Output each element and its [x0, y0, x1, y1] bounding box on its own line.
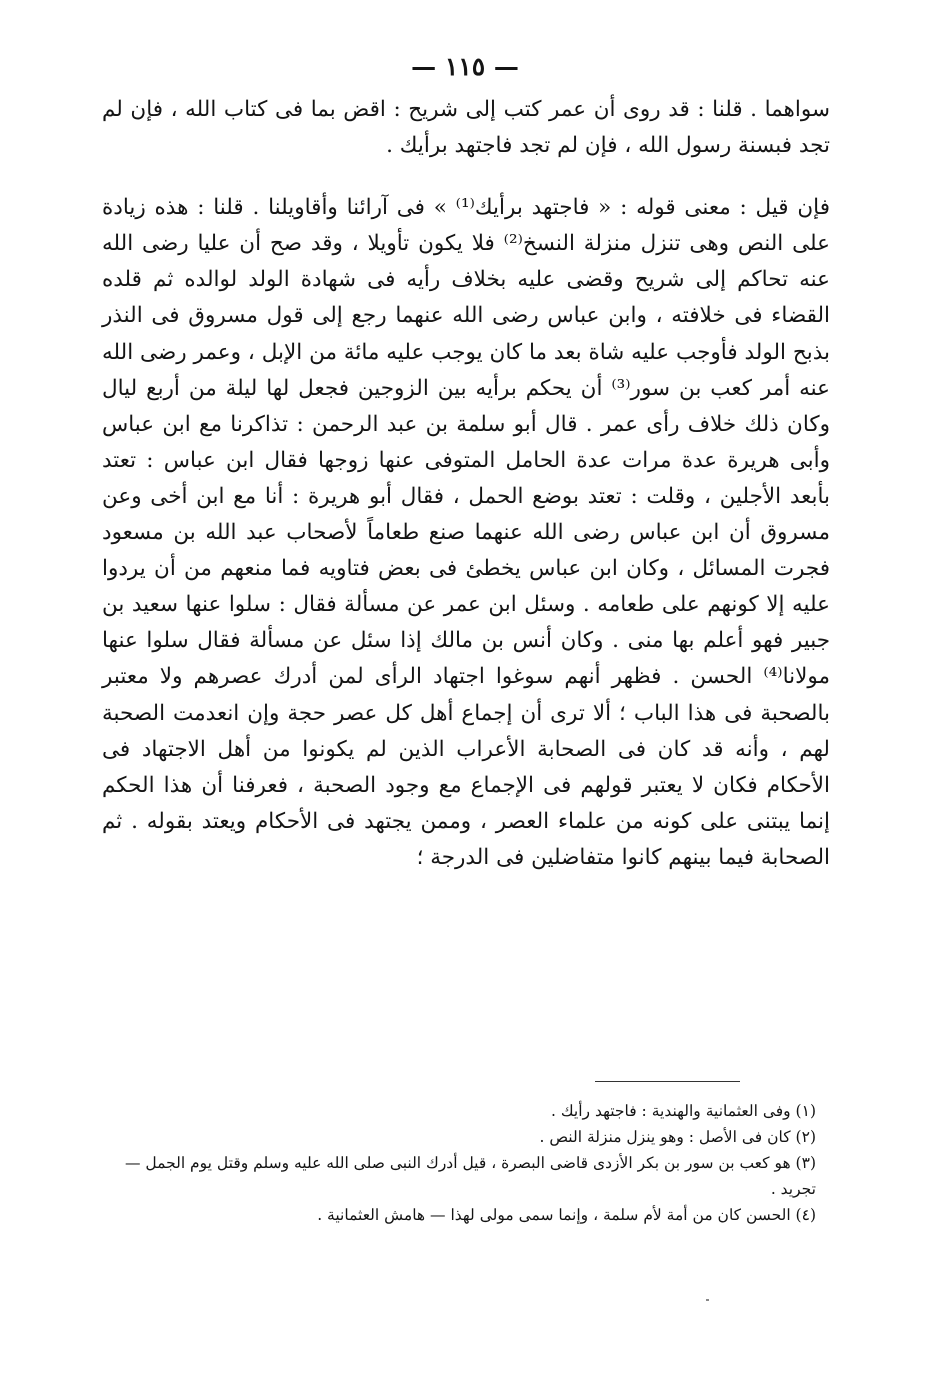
- footnote: (١) وفى العثمانية والهندية : فاجتهد رأيك .: [551, 1102, 816, 1120]
- main-text: [102, 92, 830, 876]
- footnote: (٤) الحسن كان من أمة لأم سلمة ، وإنما سمى مولى لهذا — هامش العثمانية .: [317, 1206, 816, 1224]
- footnotes: [100, 1098, 830, 1228]
- paragraph: سواهما . قلنا : قد روى أن عمر كتب إلى شريح : اقض بما فى كتاب الله ، فإن لم تجد فبسنة رسول الله ، فإن لم تجد فاجتهد برأيك .: [102, 97, 830, 159]
- footnote: (٣) هو كعب بن سور بن بكر الأزدى قاضى البصرة ، قيل أدرك النبى صلى الله عليه وسلم وقتل يوم الجمل — تجريد .: [124, 1154, 816, 1198]
- footnote: (٢) كان فى الأصل : وهو ينزل منزلة النص .: [539, 1128, 816, 1146]
- scan-speck: [706, 1299, 709, 1301]
- paragraph: فإن قيل : معنى قوله : « فاجتهد برأيك⁽¹⁾ » فى آرائنا وأقاويلنا . قلنا : هذه زيادة على النص وهى تنزل منزلة النسخ⁽²⁾ فلا يكون تأويلا ، وقد صح أن عليا رضى الله عنه تحاكم إلى شريح وقضى عليه بخلاف رأيه فى شهادة الولد لوالده ثم قلده القضاء فى خلافته ، وابن عباس رضى الله عنهما رجع إلى قول مسروق فى النذر بذبح الولد فأوجب عليه شاة بعد ما كان يوجب عليه مائة من الإبل ، وعمر رضى الله عنه أمر كعب بن سور⁽³⁾ أن يحكم برأيه بين الزوجين فجعل لها ليلة من أربع ليال وكان ذلك خلاف رأى عمر . قال أبو سلمة بن عبد الرحمن : تذاكرنا مع ابن عباس وأبى هريرة عدة مرات عدة الحامل المتوفى عنها زوجها فقال ابن عباس : تعتد بأبعد الأجلين ، وقلت : تعتد بوضع الحمل ، فقال أبو هريرة : أنا مع ابن أخى وعن مسروق أن ابن عباس رضى الله عنهما صنع طعاماً لأصحاب عبد الله بن مسعود فجرت المسائل ، وكان ابن عباس يخطئ فى بعض فتاويه فما منعهم من أن يردوا عليه إلا كونهم على طعامه . وسئل ابن عمر عن مسألة فقال : سلوا عنها سعيد بن جبير فهو أعلم بها منى . وكان أنس بن مالك إذا سئل عن مسألة فقال سلوا عنها مولانا⁽⁴⁾ الحسن . فظهر أنهم سوغوا اجتهاد الرأى لمن أدرك عصرهم ولا معتبر بالصحبة فى هذا الباب ؛ ألا ترى أن إجماع أهل كل عصر حجة وإن انعدمت الصحبة لهم ، وأنه قد كان فى الصحابة الأعراب الذين لم يكونوا من أهل الاجتهاد فى الأحكام فكان لا يعتبر قولهم فى الإجماع مع وجود الصحبة ، فعرفنا أن هذا الحكم إنما يبتنى على كونه من علماء العصر ، وممن يجتهد فى الأحكام ويعتد بقوله . ثم الصحابة فيما بينهم كانوا متفاضلين فى الدرجة ؛: [102, 195, 831, 870]
- footnote-divider: [595, 1081, 740, 1082]
- page-number: — ١١٥ —: [411, 52, 519, 81]
